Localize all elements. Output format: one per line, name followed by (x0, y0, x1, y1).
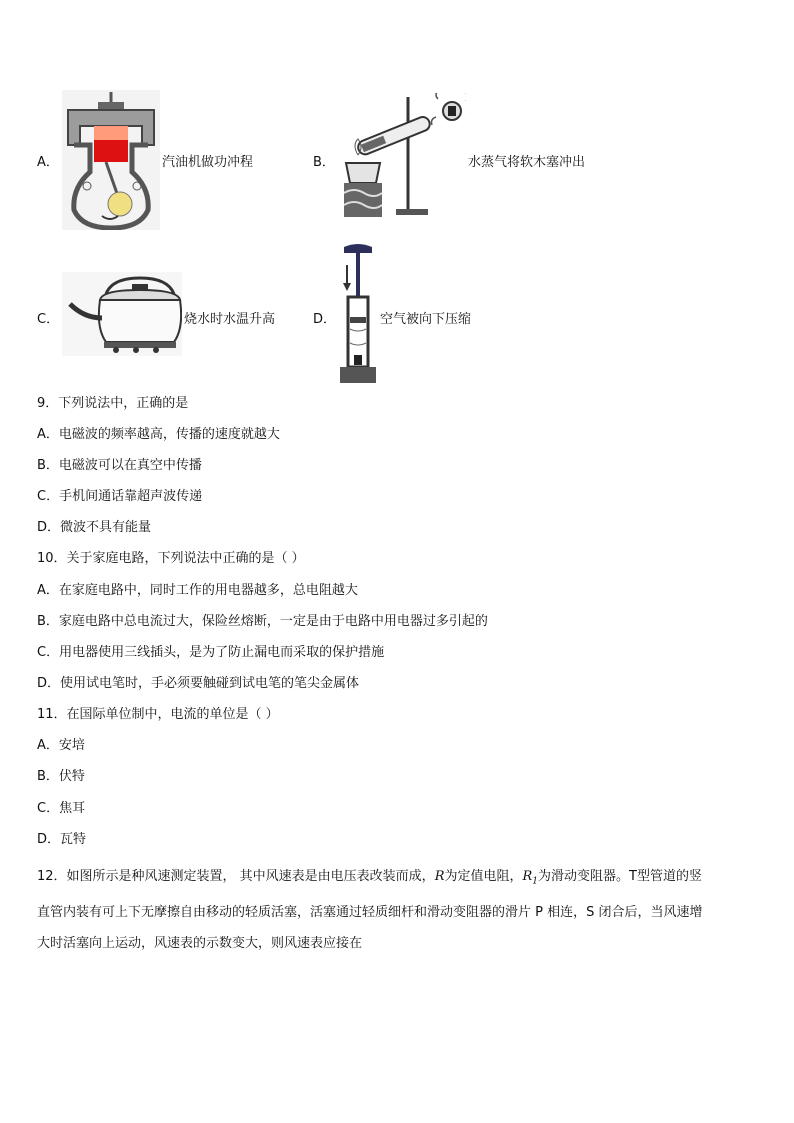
question-12-line-1 (37, 869, 702, 890)
question-10-stem: 10．关于家庭电路，下列说法中正确的是（ ） (37, 551, 305, 566)
option-d-letter: D． (313, 312, 337, 327)
question-10-option-b: B．家庭电路中总电流过大，保险丝熔断，一定是由于电路中用电器过多引起的 (37, 614, 488, 629)
question-9-option-c: C．手机间通话靠超声波传递 (37, 489, 203, 504)
engine-cylinder-icon (62, 90, 160, 230)
question-12-text-1: 12．如图所示是种风速测定装置， 其中风速表是由电压表改装而成， (37, 869, 435, 884)
variable-r1 (522, 869, 539, 887)
kettle-icon (62, 272, 182, 356)
test-tube-burner-icon (338, 93, 466, 223)
option-b-letter: B． (313, 155, 335, 170)
option-c-caption: 烧水时水温升高 (184, 312, 276, 327)
question-12-line-3: 大时活塞向上运动，风速表的示数变大，则风速表应接在 (37, 936, 363, 951)
question-10-option-c: C．用电器使用三线插头，是为了防止漏电而采取的保护措施 (37, 645, 385, 660)
question-11-option-b: B．伏特 (37, 769, 85, 784)
variable-r1-subscript: 1 (532, 876, 539, 887)
option-b-caption: 水蒸气将软木塞冲出 (468, 155, 586, 170)
question-10-option-a: A．在家庭电路中，同时工作的用电器越多，总电阻越大 (37, 583, 358, 598)
question-11-option-d: D．瓦特 (37, 832, 87, 847)
question-9-option-d: D．微波不具有能量 (37, 520, 152, 535)
variable-r1-base: R (522, 869, 533, 884)
question-12-text-3: 为滑动变阻器。T型管道的竖 (538, 869, 702, 884)
option-a-caption: 汽油机做功冲程 (162, 155, 254, 170)
option-c-letter: C． (37, 312, 60, 327)
variable-r: R (434, 869, 445, 884)
question-9-stem: 9．下列说法中，正确的是 (37, 396, 189, 411)
question-9-option-a: A．电磁波的频率越高，传播的速度就越大 (37, 427, 280, 442)
question-12-line-2: 直管内装有可上下无摩擦自由移动的轻质活塞，活塞通过轻质细杆和滑动变阻器的滑片 P 相连，S 闭合后，当风速增 (37, 905, 703, 920)
question-11-option-c: C．焦耳 (37, 801, 86, 816)
air-compression-icon (338, 243, 378, 385)
question-11-option-a: A．安培 (37, 738, 85, 753)
question-9-option-b: B．电磁波可以在真空中传播 (37, 458, 202, 473)
option-d-caption: 空气被向下压缩 (380, 312, 472, 327)
option-a-letter: A． (37, 155, 59, 170)
question-10-option-d: D．使用试电笔时，手必须要触碰到试电笔的笔尖金属体 (37, 676, 360, 691)
question-12-text-2: 为定值电阻， (444, 869, 523, 884)
question-11-stem: 11．在国际单位制中，电流的单位是（ ） (37, 707, 279, 722)
